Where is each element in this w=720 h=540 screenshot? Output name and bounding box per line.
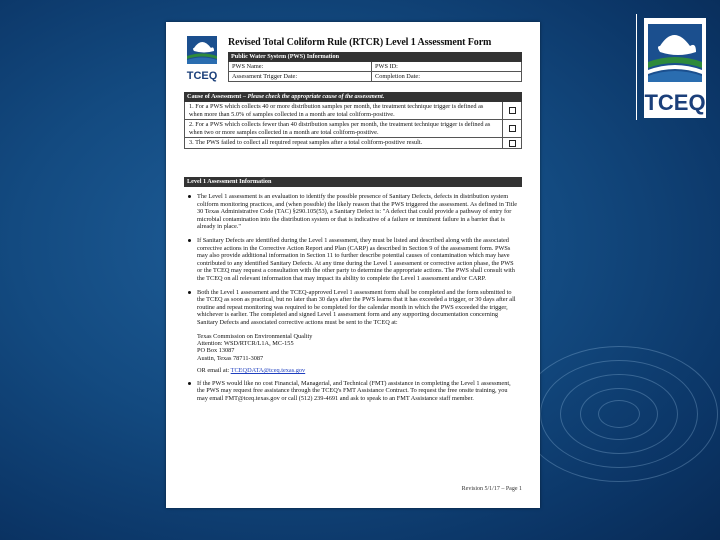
cause-row <box>184 102 522 120</box>
cause-section <box>184 92 522 149</box>
cause-row <box>184 138 522 149</box>
cause-checkbox-1[interactable] <box>509 107 516 114</box>
list-item <box>188 237 518 283</box>
bullet-assessment-definition: The Level 1 assessment is an evaluation to identify the possible presence of Sanitary Defects, defects in distribution system coliform monitoring practices, and (when possible) the likely reason that the PWS triggered the assessment. As defined in Title 30 Texas Administrative Code (TAC) §290.105(53), a Sanitary Defect is: "A defect that could provide a pathway of entry for microbial contamination into the distribution system or that is indicative of a failure or imminent failure in a barrier that is already in place." <box>197 193 518 231</box>
completion-date-field[interactable]: Completion Date: <box>375 73 420 80</box>
email-line: OR email at: TCEQDATA@tceq.texas.gov <box>197 367 306 375</box>
cause-text-2: 2. For a PWS which collects fewer than 40 distribution samples per month, the treatment technique trigger is defined as when two or more samples collected in a month are total coliform-positive. <box>185 120 503 137</box>
list-item <box>188 193 518 231</box>
assessment-form-page <box>166 22 540 508</box>
doc-logo-text: TCEQ <box>186 70 218 82</box>
bullet-submission: Both the Level 1 assessment and the TCEQ-approved Level 1 assessment form shall be completed and the form submitted to the TCEQ as soon as practical, but no later than 30 days after the PWS learns that it has exceeded a trigger, or 30 days after all routine and repeat monitoring was required to be completed for the calendar month in which the PWS exceeded the trigger, whichever is earlier. The completed and signed Level 1 assessment form and any supporting documentation concerning Sanitary Defects and associated corrective actions must be sent to the TCEQ at: <box>197 288 516 326</box>
mailing-address: Texas Commission on Environmental Quality Attention: WSD/RTCR/L1A, MC-155 PO Box 13087 Austin, Texas 78711-3087 <box>197 332 313 362</box>
pws-info-header: Public Water System (PWS) Information <box>228 52 522 62</box>
divider-line <box>636 14 637 120</box>
cause-checkbox-3[interactable] <box>509 140 516 147</box>
email-link[interactable]: TCEQDATA@tceq.texas.gov <box>230 367 306 375</box>
list-item <box>188 380 518 403</box>
cause-row <box>184 120 522 138</box>
trigger-date-field[interactable]: Assessment Trigger Date: <box>229 72 372 81</box>
level1-info-section <box>184 177 522 409</box>
bullet-sanitary-defects: If Sanitary Defects are identified during the Level 1 assessment, they must be listed and described along with the associated corrective actions in the Corrective Action Report and Plan (CARP) as described in Section 9 of the assessment form. PWSs may also provide additional information in Section 11 to further describe potential causes of contamination which may have contributed to any identified Sanitary Defects. At any time during the Level 1 assessment or corrective action phase, the PWS or the TCEQ may request a consultation with the other party to determine the appropriate actions. The PWS shall consult with the TCEQ on all relevant information that may impact its ability to complete the Level 1 assessment and/or CARP. <box>197 236 515 282</box>
side-logo-text: TCEQ <box>644 90 706 115</box>
list-item <box>188 289 518 327</box>
bullet-fmt-assistance: If the PWS would like no cost Financial, Managerial, and Technical (FMT) assistance in completing the Level 1 assessment, the PWS may request free assistance through the TCEQ's FMT Assistance Contract. To request the free onsite training, you may email FMT@tceq.texas.gov or call (512) 239-4691 and ask to speak to an FMT Assistance staff member. <box>197 379 511 402</box>
cause-checkbox-2[interactable] <box>509 125 516 132</box>
doc-tceq-logo <box>185 34 219 84</box>
tceq-logo <box>644 18 706 118</box>
revision-footer: Revision 5/1/17 – Page 1 <box>461 486 522 493</box>
cause-text-3: 3. The PWS failed to collect all required repeat samples after a total coliform-positive result. <box>185 138 503 148</box>
pws-info-table <box>228 52 522 82</box>
cause-header: Cause of Assessment – Please check the appropriate cause of the assessment. <box>184 92 522 102</box>
pws-id-field[interactable]: PWS ID: <box>375 63 398 70</box>
form-title: Revised Total Coliform Rule (RTCR) Level 1 Assessment Form <box>228 37 492 48</box>
level1-info-header: Level 1 Assessment Information <box>184 177 522 187</box>
pws-name-field[interactable]: PWS Name: <box>229 62 372 71</box>
cause-text-1: 1. For a PWS which collects 40 or more distribution samples per month, the treatment technique trigger is defined as when more than 5.0% of samples collected in a month are total coliform-positive. <box>185 102 503 119</box>
